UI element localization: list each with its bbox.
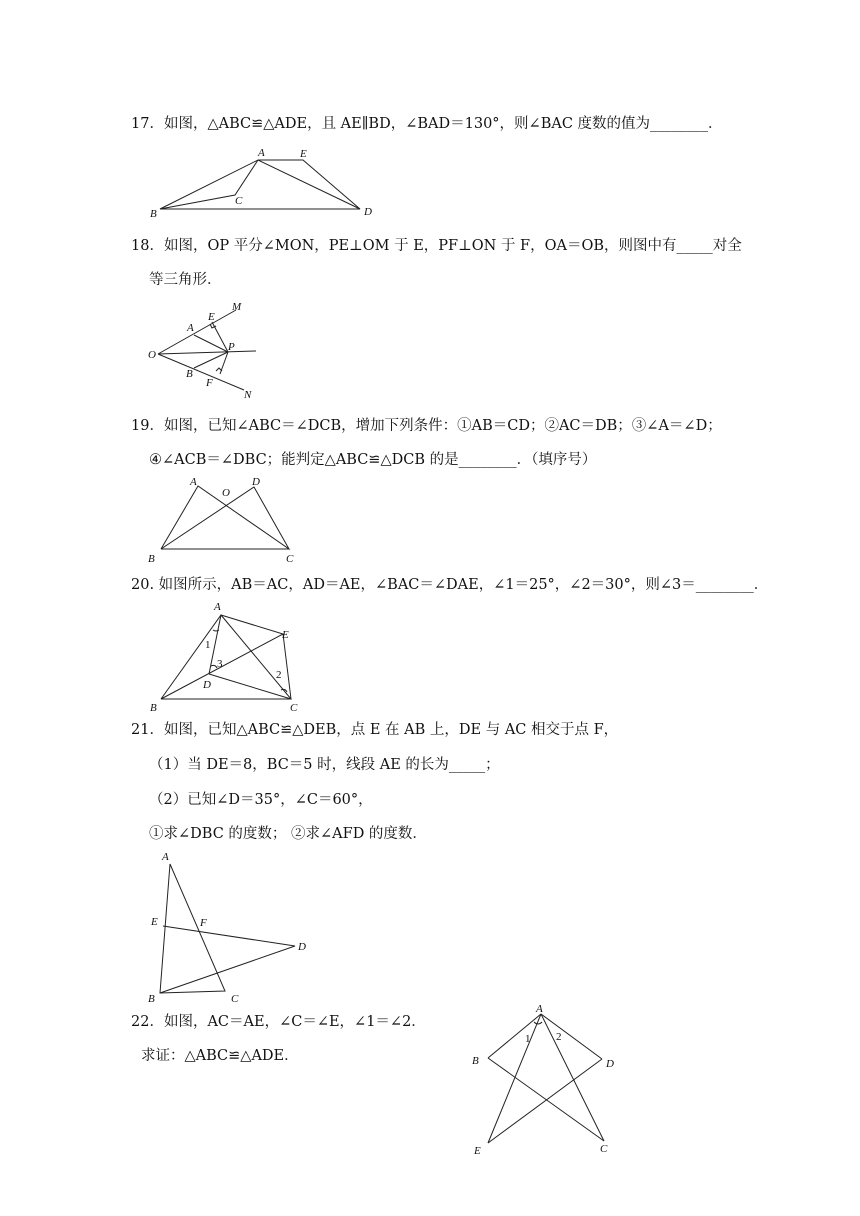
figure-20 bbox=[140, 598, 310, 714]
fig21-label-e: E bbox=[151, 916, 158, 928]
fig21-label-f: F bbox=[200, 917, 207, 929]
fig18-label-p: P bbox=[228, 341, 235, 353]
problem-21-text-3: （2）已知∠D＝35°，∠C＝60°， bbox=[149, 792, 373, 808]
fig18-label-f: F bbox=[206, 377, 213, 389]
fig22-label-e: E bbox=[474, 1145, 481, 1157]
fig22-label-2: 2 bbox=[556, 1031, 562, 1043]
problem-22-text-2: 求证：△ABC≌△ADE． bbox=[141, 1048, 299, 1064]
fig20-label-d: D bbox=[203, 679, 211, 691]
fig19-label-b: B bbox=[148, 553, 155, 565]
fig18-label-a: A bbox=[187, 322, 194, 334]
fig21-label-b: B bbox=[148, 993, 155, 1005]
fig19-label-a: A bbox=[190, 476, 197, 488]
fig17-label-e: E bbox=[300, 148, 307, 160]
fig22-label-d: D bbox=[606, 1058, 614, 1070]
fig22-label-a: A bbox=[536, 1003, 543, 1015]
fig21-label-d: D bbox=[298, 941, 306, 953]
fig20-label-3: 3 bbox=[217, 658, 223, 670]
figure-22 bbox=[460, 1000, 630, 1162]
problem-19-text-1: 19．如图，已知∠ABC＝∠DCB，增加下列条件：①AB＝CD；②AC＝DB；③∠A＝∠D； bbox=[131, 418, 722, 434]
fig20-label-2: 2 bbox=[276, 669, 282, 681]
fig22-label-b: B bbox=[472, 1055, 479, 1067]
fig17-label-b: B bbox=[150, 208, 157, 220]
problem-17-text: 17．如图，△ABC≌△ADE，且 AE∥BD，∠BAD＝130°，则∠BAC 度数的值为________． bbox=[131, 116, 723, 132]
fig18-label-e: E bbox=[208, 311, 215, 323]
fig18-label-m: M bbox=[232, 301, 242, 313]
fig19-label-o: O bbox=[222, 487, 230, 499]
fig20-label-b: B bbox=[150, 702, 157, 714]
problem-20-text: 20. 如图所示，AB＝AC，AD＝AE，∠BAC＝∠DAE，∠1＝25°，∠2＝30°，则∠3＝________． bbox=[131, 577, 769, 593]
fig20-label-c: C bbox=[290, 702, 298, 714]
problem-18-text-1: 18．如图，OP 平分∠MON，PE⊥OM 于 E，PF⊥ON 于 F，OA＝OB，则图中有_____对全 bbox=[131, 238, 742, 254]
figure-19 bbox=[140, 470, 310, 566]
fig19-label-d: D bbox=[252, 476, 260, 488]
fig21-label-c: C bbox=[231, 993, 239, 1005]
figure-18 bbox=[140, 298, 270, 400]
problem-19-text-2: ④∠ACB＝∠DBC；能判定△ABC≌△DCB 的是________．（填序号） bbox=[149, 452, 597, 468]
fig18-label-n: N bbox=[244, 389, 252, 400]
fig18-label-o: O bbox=[148, 349, 156, 361]
problem-22-text-1: 22．如图，AC＝AE，∠C＝∠E，∠1＝∠2． bbox=[131, 1014, 426, 1030]
fig17-label-c: C bbox=[235, 195, 243, 207]
fig21-label-a: A bbox=[162, 851, 169, 863]
problem-18-text-2: 等三角形． bbox=[149, 272, 222, 288]
fig19-label-c: C bbox=[286, 553, 294, 565]
fig17-label-d: D bbox=[364, 206, 372, 218]
fig20-label-a: A bbox=[214, 601, 221, 613]
fig22-label-1: 1 bbox=[525, 1033, 531, 1045]
figure-21 bbox=[140, 846, 330, 1006]
problem-21-text-4: ①求∠DBC 的度数； ②求∠AFD 的度数． bbox=[149, 826, 427, 842]
problem-21-text-2: （1）当 DE＝8，BC＝5 时，线段 AE 的长为_____； bbox=[149, 757, 500, 773]
fig20-label-e: E bbox=[282, 629, 289, 641]
fig18-label-b: B bbox=[186, 368, 193, 380]
problem-21-text-1: 21．如图，已知△ABC≌△DEB，点 E 在 AB 上，DE 与 AC 相交于点 F， bbox=[131, 722, 619, 738]
fig20-label-1: 1 bbox=[205, 639, 211, 651]
figure-17 bbox=[140, 142, 380, 222]
fig22-label-c: C bbox=[600, 1143, 608, 1155]
fig17-label-a: A bbox=[258, 147, 265, 159]
